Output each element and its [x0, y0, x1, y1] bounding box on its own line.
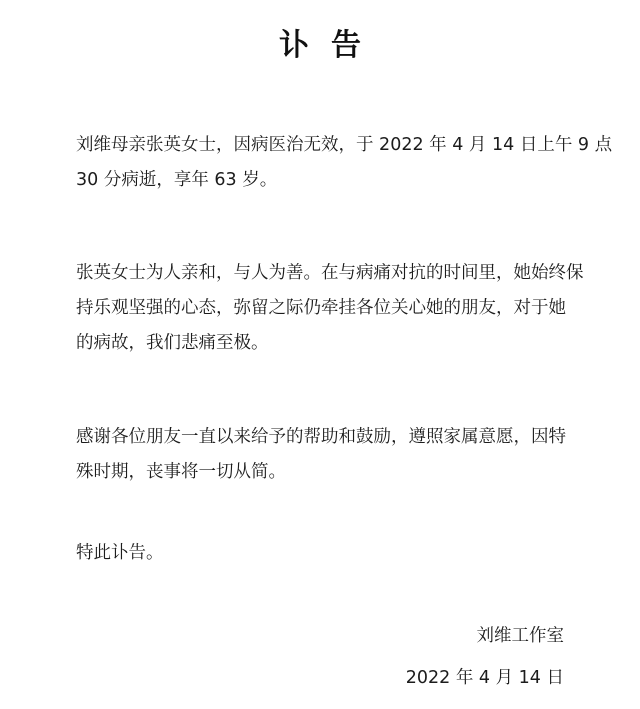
signature-date: 2022 年 4 月 14 日: [405, 668, 564, 688]
paragraph-line: 特此讣告。: [76, 543, 164, 563]
paragraph-line: 的病故，我们悲痛至极。: [76, 333, 269, 353]
paragraph-line: 刘维母亲张英女士，因病医治无效，于 2022 年 4 月 14 日上午 9 点: [76, 135, 613, 155]
paragraph-thanks: [76, 420, 576, 490]
paragraph-closing: [76, 536, 576, 571]
paragraph-line: 30 分病逝，享年 63 岁。: [76, 170, 278, 190]
notice-title: 讣告: [279, 28, 383, 63]
signature-organization: 刘维工作室: [476, 626, 564, 646]
paragraph-death-announcement: [76, 128, 613, 198]
paragraph-tribute: [76, 256, 584, 361]
paragraph-line: 殊时期，丧事将一切从简。: [76, 462, 286, 482]
paragraph-line: 持乐观坚强的心态，弥留之际仍牵挂各位关心她的朋友，对于她: [76, 298, 566, 318]
paragraph-line: 张英女士为人亲和，与人为善。在与病痛对抗的时间里，她始终保: [76, 263, 584, 283]
paragraph-line: 感谢各位朋友一直以来给予的帮助和鼓励，遵照家属意愿，因特: [76, 427, 566, 447]
